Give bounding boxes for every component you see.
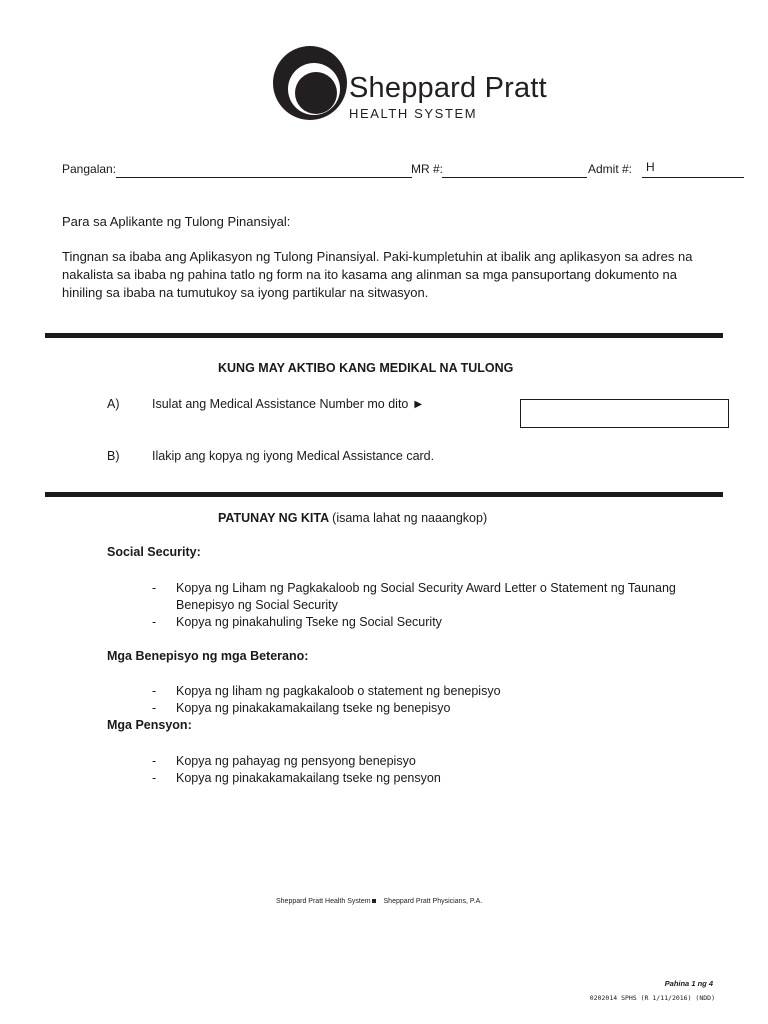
bullet-dash: -: [152, 615, 157, 629]
bullet-text: Kopya ng pinakakamakailang tseke ng benepisyo: [176, 701, 451, 715]
list-item: [152, 753, 722, 770]
bullet-text: Kopya ng pahayag ng pensyong benepisyo: [176, 754, 416, 768]
bullet-text: Kopya ng liham ng pagkakaloob o statement ng benepisyo: [176, 684, 501, 698]
intro-greeting: Para sa Aplikante ng Tulong Pinansiyal:: [62, 214, 291, 229]
list-item: [152, 614, 722, 631]
section-divider: [45, 492, 723, 497]
list-item: [152, 683, 722, 700]
bullet-dash: -: [152, 754, 157, 768]
bullet-dash: -: [152, 771, 157, 785]
admit-value: H: [646, 160, 655, 174]
footer-orgs: [276, 898, 482, 905]
arrow-right-icon: ▶: [414, 399, 423, 410]
list-item: [152, 770, 722, 787]
logo-mark-icon: [273, 46, 347, 120]
header-fields: [62, 162, 744, 182]
income-heading-note: (isama lahat ng naaangkop): [332, 511, 488, 525]
section-title-veterans: Mga Benepisyo ng mga Beterano:: [107, 649, 309, 663]
income-heading: [218, 511, 487, 525]
section-title-social-security: Social Security:: [107, 545, 201, 559]
name-field[interactable]: [116, 177, 412, 178]
footer-org-left: Sheppard Pratt Health System: [276, 898, 371, 905]
mr-field[interactable]: [442, 177, 587, 178]
square-bullet-icon: [372, 899, 376, 903]
form-code: 0202014 SPHS (R 1/11/2016) (NDD): [589, 994, 715, 1002]
bullet-text: Kopya ng pinakakamakailang tseke ng pensyon: [176, 771, 441, 785]
admit-label: Admit #:: [588, 162, 633, 176]
medical-heading: KUNG MAY AKTIBO KANG MEDIKAL NA TULONG: [218, 361, 514, 375]
name-label: Pangalan:: [62, 162, 117, 176]
page-number: Pahina 1 ng 4: [664, 979, 713, 988]
footer-org-right: Sheppard Pratt Physicians, P.A.: [383, 898, 483, 905]
medical-assistance-number-input[interactable]: [520, 399, 729, 428]
admit-field[interactable]: [642, 177, 744, 178]
item-b-letter: B): [107, 449, 120, 463]
bullet-dash: -: [152, 701, 157, 715]
list-item: [152, 700, 722, 717]
logo-subtitle: HEALTH SYSTEM: [349, 106, 478, 121]
item-b-text: Ilakip ang kopya ng iyong Medical Assistance card.: [152, 449, 435, 463]
section-title-pensions: Mga Pensyon:: [107, 718, 192, 732]
bullet-text: Kopya ng Liham ng Pagkakaloob ng Social Security Award Letter o Statement ng Taunang Benepisyo ng Social Security: [176, 581, 676, 612]
item-a-text: Isulat ang Medical Assistance Number mo dito: [152, 397, 409, 411]
logo-name: Sheppard Pratt: [349, 72, 547, 104]
bullet-text: Kopya ng pinakahuling Tseke ng Social Security: [176, 615, 442, 629]
section-divider: [45, 333, 723, 338]
bullet-dash: -: [152, 684, 157, 698]
mr-label: MR #:: [411, 162, 444, 176]
bullet-dash: -: [152, 581, 157, 595]
intro-body: Tingnan sa ibaba ang Aplikasyon ng Tulong Pinansiyal. Paki-kumpletuhin at ibalik ang aplikasyon sa adres na nakalista sa ibaba ng pahina tatlo ng form na ito kasama ang alinman sa mga pansuportang dokumento na hiniling sa ibaba na tumutukoy sa iyong partikular na sitwasyon.: [62, 249, 693, 300]
item-a-letter: A): [107, 397, 120, 411]
item-a: [152, 397, 422, 411]
income-heading-title: PATUNAY NG KITA: [218, 511, 329, 525]
list-item: [152, 580, 722, 614]
